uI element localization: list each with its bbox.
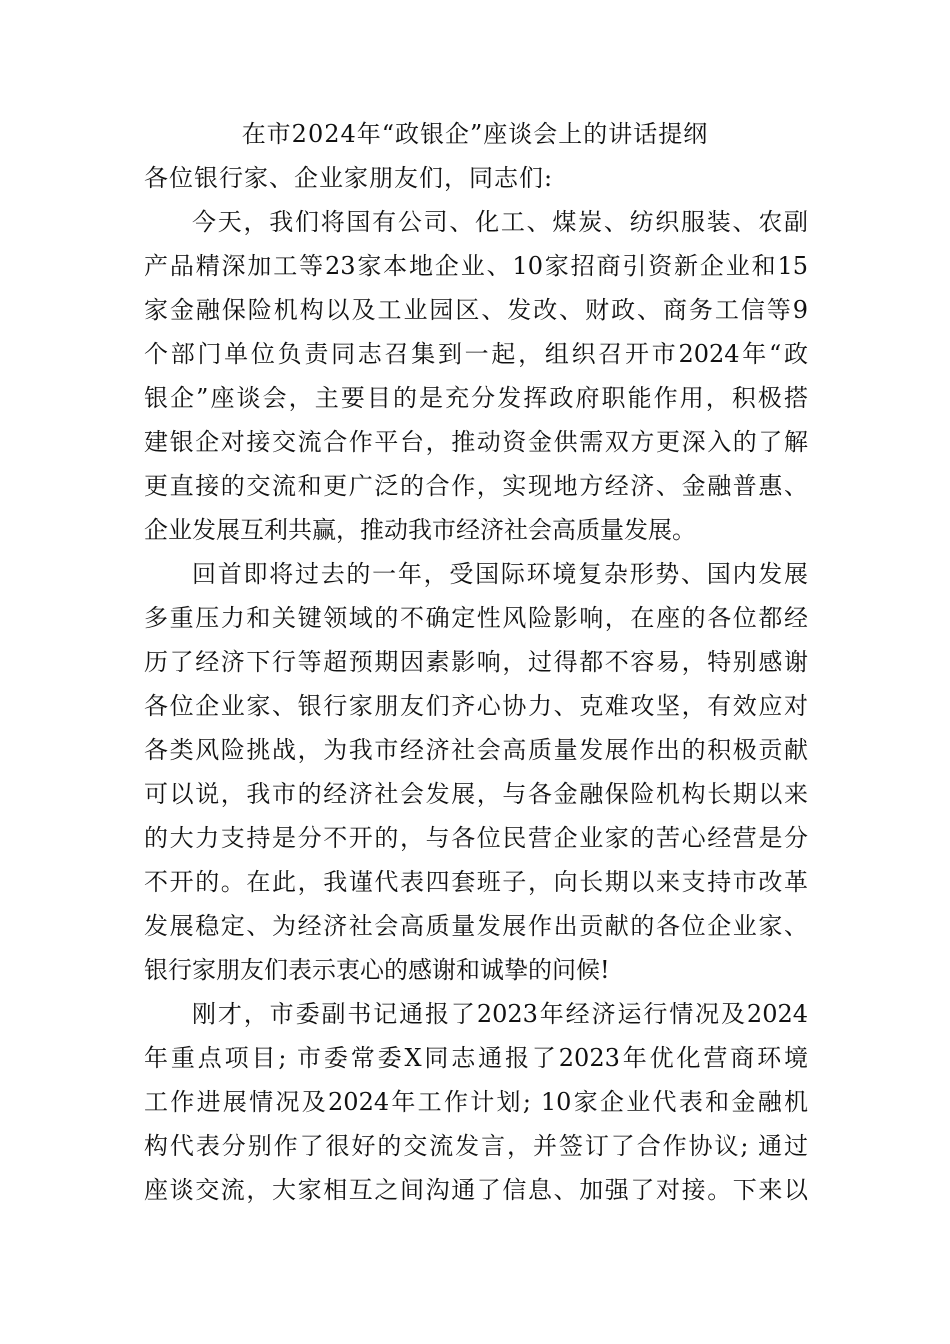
paragraph-2-line-4: 各位企业家、银行家朋友们齐心协力、克难攻坚，有效应对 — [144, 692, 808, 720]
paragraph-1-line-5: 银企”座谈会，主要目的是充分发挥政府职能作用，积极搭 — [144, 384, 808, 412]
paragraph-1-line-2: 产品精深加工等23家本地企业、10家招商引资新企业和15 — [144, 252, 808, 280]
paragraph-2-line-3: 历了经济下行等超预期因素影响，过得都不容易，特别感谢 — [144, 648, 808, 676]
paragraph-2-line-2: 多重压力和关键领域的不确定性风险影响，在座的各位都经 — [144, 604, 808, 632]
paragraph-2-line-8: 不开的。在此，我谨代表四套班子，向长期以来支持市改革 — [144, 868, 808, 896]
paragraph-1-line-3: 家金融保险机构以及工业园区、发改、财政、商务工信等9 — [144, 296, 808, 324]
paragraph-1-line-6: 建银企对接交流合作平台，推动资金供需双方更深入的了解 — [144, 428, 808, 456]
paragraph-3-line-1: 刚才，市委副书记通报了2023年经济运行情况及2024 — [192, 1000, 808, 1028]
paragraph-2-line-6: 可以说，我市的经济社会发展，与各金融保险机构长期以来 — [144, 780, 808, 808]
paragraph-3-line-4: 构代表分别作了很好的交流发言，并签订了合作协议; 通过 — [144, 1132, 808, 1160]
paragraph-2-line-10: 银行家朋友们表示衷心的感谢和诚挚的问候! — [144, 956, 610, 984]
paragraph-3-line-5: 座谈交流，大家相互之间沟通了信息、加强了对接。下来以 — [144, 1176, 808, 1204]
paragraph-3-line-3: 工作进展情况及2024年工作计划; 10家企业代表和金融机 — [144, 1088, 808, 1116]
paragraph-2-line-9: 发展稳定、为经济社会高质量发展作出贡献的各位企业家、 — [144, 912, 808, 940]
paragraph-2-line-7: 的大力支持是分不开的，与各位民营企业家的苦心经营是分 — [144, 824, 808, 852]
paragraph-2-line-5: 各类风险挑战，为我市经济社会高质量发展作出的积极贡献 — [144, 736, 808, 764]
document-title: 在市2024年“政银企”座谈会上的讲话提纲 — [241, 120, 709, 148]
paragraph-1-line-4: 个部门单位负责同志召集到一起，组织召开市2024年“政 — [144, 340, 808, 368]
paragraph-2-line-1: 回首即将过去的一年，受国际环境复杂形势、国内发展 — [192, 560, 808, 588]
paragraph-1-line-1: 今天，我们将国有公司、化工、煤炭、纺织服装、农副 — [192, 208, 808, 236]
paragraph-1-line-7: 更直接的交流和更广泛的合作，实现地方经济、金融普惠、 — [144, 472, 808, 500]
paragraph-3-line-2: 年重点项目; 市委常委X同志通报了2023年优化营商环境 — [144, 1044, 808, 1072]
paragraph-1-line-8: 企业发展互利共赢，推动我市经济社会高质量发展。 — [144, 516, 696, 544]
salutation: 各位银行家、企业家朋友们，同志们: — [144, 164, 554, 192]
